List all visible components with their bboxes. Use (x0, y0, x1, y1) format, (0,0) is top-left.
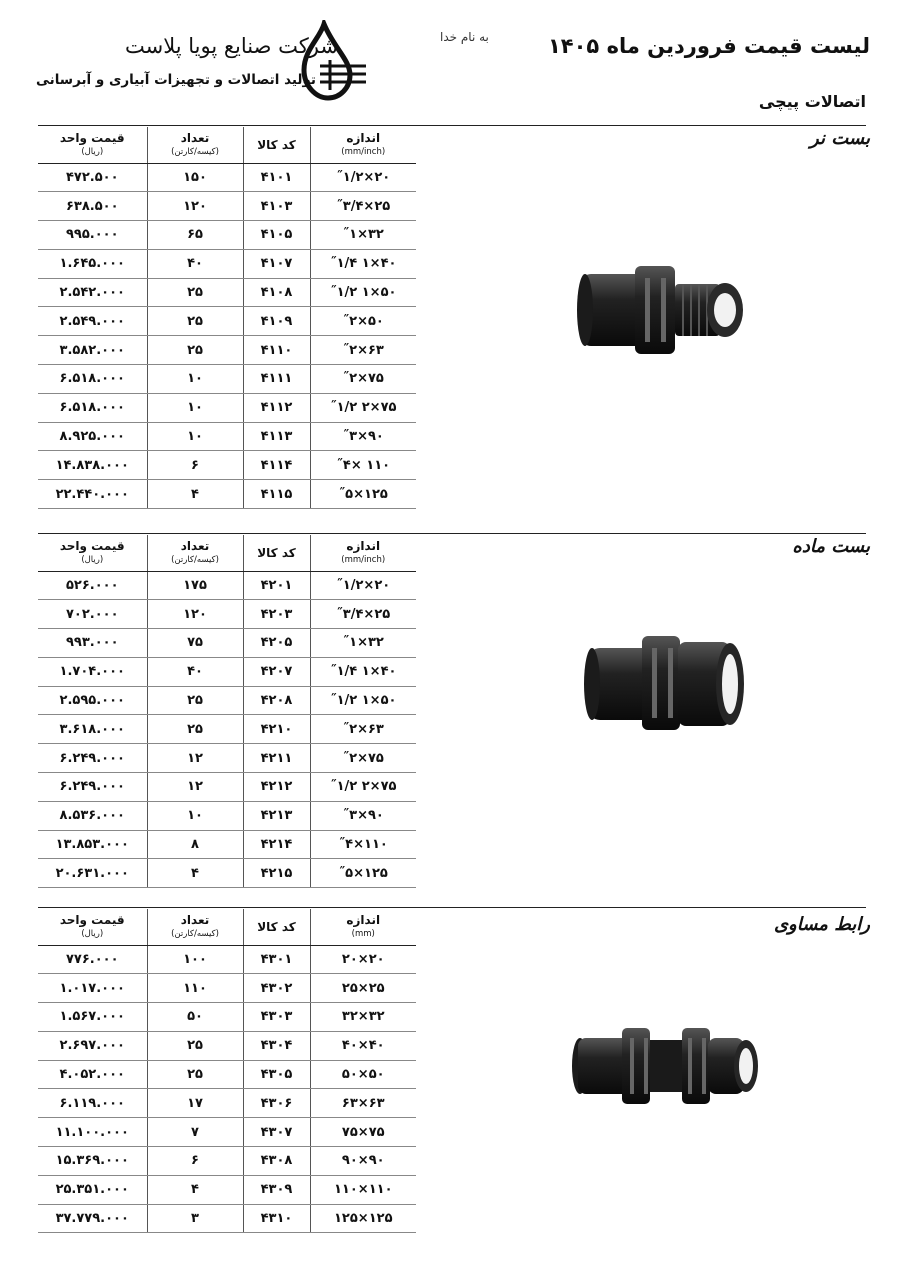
qty-cell: ۴۰ (147, 657, 243, 686)
company-logo-icon (290, 20, 368, 102)
table-row (38, 480, 416, 509)
qty-cell: ۶ (147, 451, 243, 480)
table-row (38, 657, 416, 686)
code-cell: ۴۲۰۱ (243, 571, 310, 600)
code-cell: ۴۲۱۱ (243, 744, 310, 773)
table-row (38, 393, 416, 422)
section-title-female: بست ماده (792, 536, 870, 557)
table-row (38, 1060, 416, 1089)
size-cell: ۷۵×۲˝ (310, 744, 416, 773)
price-cell: ۲۰.۶۳۱.۰۰۰ (38, 859, 147, 888)
female-adapter-image (580, 628, 755, 738)
size-cell: ۱۲۵×۵˝ (310, 480, 416, 509)
price-cell: ۲۵.۳۵۱.۰۰۰ (38, 1175, 147, 1204)
price-table-male (38, 127, 416, 509)
table-row (38, 451, 416, 480)
size-cell: ۵۰×۱ ۱/۲˝ (310, 686, 416, 715)
size-cell: ۲۵×۳/۴˝ (310, 192, 416, 221)
qty-cell: ۱۰ (147, 393, 243, 422)
code-cell: ۴۳۱۰ (243, 1204, 310, 1233)
size-cell: ۶۳×۶۳ (310, 1089, 416, 1118)
table-row (38, 1031, 416, 1060)
qty-cell: ۲۵ (147, 307, 243, 336)
bismillah-text: به نام خدا (440, 30, 489, 44)
col-size-header: اندازه (mm/inch) (310, 535, 416, 571)
table-row (38, 773, 416, 802)
code-cell: ۴۱۰۷ (243, 249, 310, 278)
size-cell: ۷۵×۲ ۱/۲˝ (310, 773, 416, 802)
size-cell: ۳۲×۳۲ (310, 1003, 416, 1032)
size-cell: ۲۵×۳/۴˝ (310, 600, 416, 629)
code-cell: ۴۱۰۵ (243, 221, 310, 250)
code-cell: ۴۱۱۳ (243, 422, 310, 451)
qty-cell: ۱۲ (147, 773, 243, 802)
price-cell: ۱۴.۸۳۸.۰۰۰ (38, 451, 147, 480)
size-cell: ۱۱۰×۴˝ (310, 830, 416, 859)
table-row (38, 629, 416, 658)
price-cell: ۵۲۶.۰۰۰ (38, 571, 147, 600)
price-cell: ۳.۶۱۸.۰۰۰ (38, 715, 147, 744)
price-cell: ۹۹۵.۰۰۰ (38, 221, 147, 250)
price-table-coupling (38, 909, 416, 1233)
table-row (38, 974, 416, 1003)
size-cell: ۲۰×۲۰ (310, 945, 416, 974)
qty-cell: ۸ (147, 830, 243, 859)
table-row (38, 192, 416, 221)
table-row (38, 249, 416, 278)
code-cell: ۴۳۰۹ (243, 1175, 310, 1204)
male-adapter-image (575, 256, 750, 366)
size-cell: ۵۰×۲˝ (310, 307, 416, 336)
code-cell: ۴۳۰۵ (243, 1060, 310, 1089)
price-cell: ۶.۵۱۸.۰۰۰ (38, 393, 147, 422)
table-row (38, 1204, 416, 1233)
price-cell: ۴.۰۵۲.۰۰۰ (38, 1060, 147, 1089)
table-row (38, 945, 416, 974)
code-cell: ۴۳۰۶ (243, 1089, 310, 1118)
size-cell: ۱۲۵×۵˝ (310, 859, 416, 888)
price-cell: ۲.۶۹۷.۰۰۰ (38, 1031, 147, 1060)
table-row (38, 715, 416, 744)
table-row (38, 1147, 416, 1176)
table-row (38, 163, 416, 192)
qty-cell: ۱۵۰ (147, 163, 243, 192)
qty-cell: ۲۵ (147, 278, 243, 307)
code-cell: ۴۲۰۸ (243, 686, 310, 715)
price-cell: ۸.۹۲۵.۰۰۰ (38, 422, 147, 451)
table-row (38, 422, 416, 451)
code-cell: ۴۳۰۱ (243, 945, 310, 974)
code-cell: ۴۲۱۳ (243, 801, 310, 830)
code-cell: ۴۲۱۵ (243, 859, 310, 888)
col-qty-header: تعداد (کیسه/کارتن) (147, 909, 243, 945)
company-name: شرکت صنایع پویا پلاست (125, 34, 338, 58)
code-cell: ۴۳۰۴ (243, 1031, 310, 1060)
price-cell: ۷۷۶.۰۰۰ (38, 945, 147, 974)
qty-cell: ۲۵ (147, 715, 243, 744)
size-cell: ۵۰×۵۰ (310, 1060, 416, 1089)
qty-cell: ۱۷ (147, 1089, 243, 1118)
size-cell: ۱۲۵×۱۲۵ (310, 1204, 416, 1233)
size-cell: ۴۰×۴۰ (310, 1031, 416, 1060)
qty-cell: ۴۰ (147, 249, 243, 278)
price-cell: ۶۳۸.۵۰۰ (38, 192, 147, 221)
code-cell: ۴۲۰۷ (243, 657, 310, 686)
price-cell: ۶.۲۴۹.۰۰۰ (38, 744, 147, 773)
code-cell: ۴۱۰۳ (243, 192, 310, 221)
price-cell: ۷۰۲.۰۰۰ (38, 600, 147, 629)
qty-cell: ۱۰ (147, 422, 243, 451)
col-price-header: قیمت واحد (ریال) (38, 909, 147, 945)
code-cell: ۴۱۰۹ (243, 307, 310, 336)
col-qty-header: تعداد (کیسه/کارتن) (147, 535, 243, 571)
price-cell: ۱۱.۱۰۰.۰۰۰ (38, 1118, 147, 1147)
code-cell: ۴۳۰۳ (243, 1003, 310, 1032)
code-cell: ۴۲۱۴ (243, 830, 310, 859)
qty-cell: ۱۰۰ (147, 945, 243, 974)
section-divider (38, 533, 866, 534)
col-code-header: کد کالا (243, 909, 310, 945)
price-cell: ۲۲.۴۴۰.۰۰۰ (38, 480, 147, 509)
qty-cell: ۵۰ (147, 1003, 243, 1032)
page-title: لیست قیمت فروردین ماه ۱۴۰۵ (547, 34, 870, 58)
code-cell: ۴۳۰۷ (243, 1118, 310, 1147)
price-cell: ۲.۵۴۲.۰۰۰ (38, 278, 147, 307)
code-cell: ۴۱۰۱ (243, 163, 310, 192)
size-cell: ۹۰×۹۰ (310, 1147, 416, 1176)
size-cell: ۲۵×۲۵ (310, 974, 416, 1003)
table-row (38, 744, 416, 773)
table-row (38, 336, 416, 365)
price-cell: ۱۳.۸۵۳.۰۰۰ (38, 830, 147, 859)
col-size-header: اندازه (mm) (310, 909, 416, 945)
code-cell: ۴۳۰۸ (243, 1147, 310, 1176)
qty-cell: ۶ (147, 1147, 243, 1176)
table-row (38, 801, 416, 830)
qty-cell: ۱۲۰ (147, 600, 243, 629)
table-row (38, 859, 416, 888)
code-cell: ۴۱۱۰ (243, 336, 310, 365)
table-row (38, 307, 416, 336)
table-row (38, 830, 416, 859)
company-subtitle: تولید اتصالات و تجهیزات آبیاری و آبرسانی (36, 72, 316, 88)
table-row (38, 1089, 416, 1118)
code-cell: ۴۲۰۳ (243, 600, 310, 629)
code-cell: ۴۲۱۲ (243, 773, 310, 802)
qty-cell: ۲۵ (147, 336, 243, 365)
size-cell: ۳۲×۱˝ (310, 221, 416, 250)
table-row (38, 1118, 416, 1147)
size-cell: ۷۵×۲ ۱/۲˝ (310, 393, 416, 422)
price-cell: ۶.۲۴۹.۰۰۰ (38, 773, 147, 802)
price-cell: ۶.۱۱۹.۰۰۰ (38, 1089, 147, 1118)
col-qty-header: تعداد (کیسه/کارتن) (147, 127, 243, 163)
qty-cell: ۲۵ (147, 686, 243, 715)
qty-cell: ۲۵ (147, 1060, 243, 1089)
size-cell: ۴۰×۱ ۱/۴˝ (310, 657, 416, 686)
equal-coupling-image (570, 1018, 765, 1113)
qty-cell: ۱۰ (147, 365, 243, 394)
code-cell: ۴۱۱۱ (243, 365, 310, 394)
table-row (38, 278, 416, 307)
qty-cell: ۷ (147, 1118, 243, 1147)
size-cell: ۹۰×۳˝ (310, 801, 416, 830)
col-code-header: کد کالا (243, 535, 310, 571)
size-cell: ۹۰×۳˝ (310, 422, 416, 451)
category-title: اتصالات پیچی (758, 92, 866, 111)
price-cell: ۸.۵۳۶.۰۰۰ (38, 801, 147, 830)
size-cell: ۷۵×۲˝ (310, 365, 416, 394)
code-cell: ۴۲۱۰ (243, 715, 310, 744)
qty-cell: ۷۵ (147, 629, 243, 658)
qty-cell: ۱۱۰ (147, 974, 243, 1003)
price-cell: ۱.۰۱۷.۰۰۰ (38, 974, 147, 1003)
qty-cell: ۴ (147, 1175, 243, 1204)
price-cell: ۳۷.۷۷۹.۰۰۰ (38, 1204, 147, 1233)
price-cell: ۳.۵۸۲.۰۰۰ (38, 336, 147, 365)
section-title-coupling: رابط مساوی (773, 914, 870, 935)
col-size-header: اندازه (mm/inch) (310, 127, 416, 163)
qty-cell: ۳ (147, 1204, 243, 1233)
qty-cell: ۴ (147, 859, 243, 888)
table-row (38, 571, 416, 600)
table-row (38, 221, 416, 250)
size-cell: ۱۱۰×۱۱۰ (310, 1175, 416, 1204)
qty-cell: ۱۲۰ (147, 192, 243, 221)
price-cell: ۱۵.۳۶۹.۰۰۰ (38, 1147, 147, 1176)
table-row (38, 1003, 416, 1032)
size-cell: ۲۰×۱/۲˝ (310, 571, 416, 600)
col-price-header: قیمت واحد (ریال) (38, 127, 147, 163)
price-cell: ۱.۷۰۴.۰۰۰ (38, 657, 147, 686)
qty-cell: ۲۵ (147, 1031, 243, 1060)
qty-cell: ۱۲ (147, 744, 243, 773)
price-cell: ۶.۵۱۸.۰۰۰ (38, 365, 147, 394)
table-row (38, 600, 416, 629)
table-row (38, 365, 416, 394)
section-divider (38, 907, 866, 908)
price-cell: ۹۹۳.۰۰۰ (38, 629, 147, 658)
col-code-header: کد کالا (243, 127, 310, 163)
size-cell: ۱۱۰ ×۴˝ (310, 451, 416, 480)
qty-cell: ۴ (147, 480, 243, 509)
code-cell: ۴۱۰۸ (243, 278, 310, 307)
code-cell: ۴۱۱۴ (243, 451, 310, 480)
code-cell: ۴۱۱۲ (243, 393, 310, 422)
table-row (38, 686, 416, 715)
price-table-female (38, 535, 416, 888)
code-cell: ۴۳۰۲ (243, 974, 310, 1003)
size-cell: ۶۳×۲˝ (310, 336, 416, 365)
price-cell: ۲.۵۴۹.۰۰۰ (38, 307, 147, 336)
code-cell: ۴۲۰۵ (243, 629, 310, 658)
size-cell: ۳۲×۱˝ (310, 629, 416, 658)
col-price-header: قیمت واحد (ریال) (38, 535, 147, 571)
size-cell: ۶۳×۲˝ (310, 715, 416, 744)
section-divider (38, 125, 866, 126)
price-cell: ۱.۵۶۷.۰۰۰ (38, 1003, 147, 1032)
qty-cell: ۱۷۵ (147, 571, 243, 600)
code-cell: ۴۱۱۵ (243, 480, 310, 509)
size-cell: ۴۰×۱ ۱/۴˝ (310, 249, 416, 278)
qty-cell: ۱۰ (147, 801, 243, 830)
price-cell: ۴۷۲.۵۰۰ (38, 163, 147, 192)
size-cell: ۷۵×۷۵ (310, 1118, 416, 1147)
price-cell: ۱.۶۴۵.۰۰۰ (38, 249, 147, 278)
section-title-male: بست نر (810, 128, 870, 149)
size-cell: ۵۰×۱ ۱/۲˝ (310, 278, 416, 307)
size-cell: ۲۰×۱/۲˝ (310, 163, 416, 192)
price-cell: ۲.۵۹۵.۰۰۰ (38, 686, 147, 715)
qty-cell: ۶۵ (147, 221, 243, 250)
table-row (38, 1175, 416, 1204)
